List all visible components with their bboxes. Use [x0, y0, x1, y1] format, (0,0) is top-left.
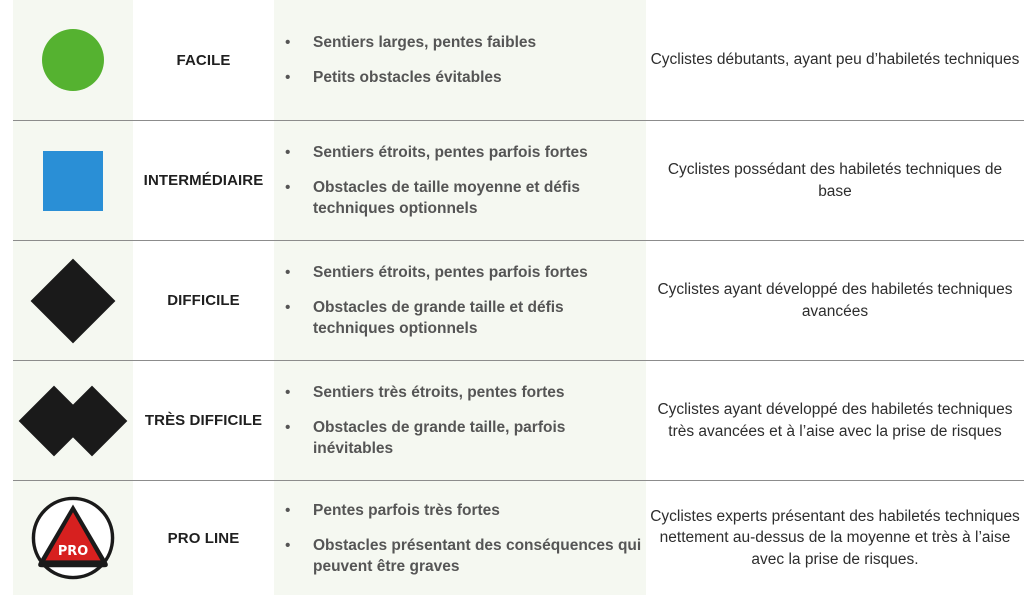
icon-cell [13, 481, 133, 595]
list-item: • Obstacles de grande taille et défis techniques optionnels [285, 299, 564, 337]
pro-line-triangle-icon [30, 495, 116, 581]
features-list [274, 361, 646, 480]
features-list [274, 121, 646, 240]
icon-cell [13, 121, 133, 240]
list-item: • Sentiers larges, pentes faibles [285, 34, 537, 51]
features-list [274, 481, 646, 595]
rider-description: Cyclistes ayant développé des habiletés techniques très avancées et à l’aise avec la prise de risques [657, 401, 1013, 440]
table-row-pro-line [13, 481, 1024, 595]
table-row-difficile [13, 241, 1024, 360]
icon-cell [13, 241, 133, 360]
double-black-diamond-icon [21, 386, 125, 456]
icon-cell [13, 361, 133, 480]
list-item: • Petits obstacles évitables [285, 69, 502, 86]
level-name: FACILE [176, 51, 231, 69]
level-name: DIFFICILE [167, 292, 240, 309]
level-name: TRÈS DIFFICILE [144, 412, 263, 429]
features-list [274, 0, 646, 120]
list-item: • Obstacles de taille moyenne et défis techniques optionnels [285, 179, 581, 217]
trail-difficulty-table [13, 0, 1024, 595]
list-item: • Pentes parfois très fortes [285, 501, 500, 519]
blue-square-icon [43, 151, 103, 211]
rider-description: Cyclistes ayant développé des habiletés techniques avancées [657, 281, 1013, 320]
level-name: PRO LINE [167, 529, 240, 547]
features-list [274, 241, 646, 360]
rider-description: Cyclistes débutants, ayant peu d’habiletés techniques [650, 51, 1020, 69]
list-item: • Obstacles présentant des conséquences qui peuvent être graves [285, 536, 642, 575]
table-row-tres-difficile [13, 361, 1024, 480]
table-row-intermediaire [13, 121, 1024, 240]
green-circle-icon [42, 29, 104, 91]
icon-cell [13, 0, 133, 120]
list-item: • Sentiers étroits, pentes parfois fortes [285, 264, 588, 281]
pro-badge-text: PRO [57, 544, 89, 560]
rider-description: Cyclistes possédant des habiletés techniques de base [667, 161, 1003, 200]
list-item: • Sentiers très étroits, pentes fortes [285, 384, 565, 401]
list-item: • Sentiers étroits, pentes parfois fortes [285, 144, 588, 161]
list-item: • Obstacles de grande taille, parfois inévitables [285, 419, 566, 457]
table-row-facile [13, 0, 1024, 120]
black-diamond-icon [31, 258, 116, 343]
rider-description: Cyclistes experts présentant des habiletés techniques nettement au-dessus de la moyenne et très à l’aise avec la prise de risques. [650, 507, 1020, 568]
level-name: INTERMÉDIAIRE [143, 172, 264, 189]
